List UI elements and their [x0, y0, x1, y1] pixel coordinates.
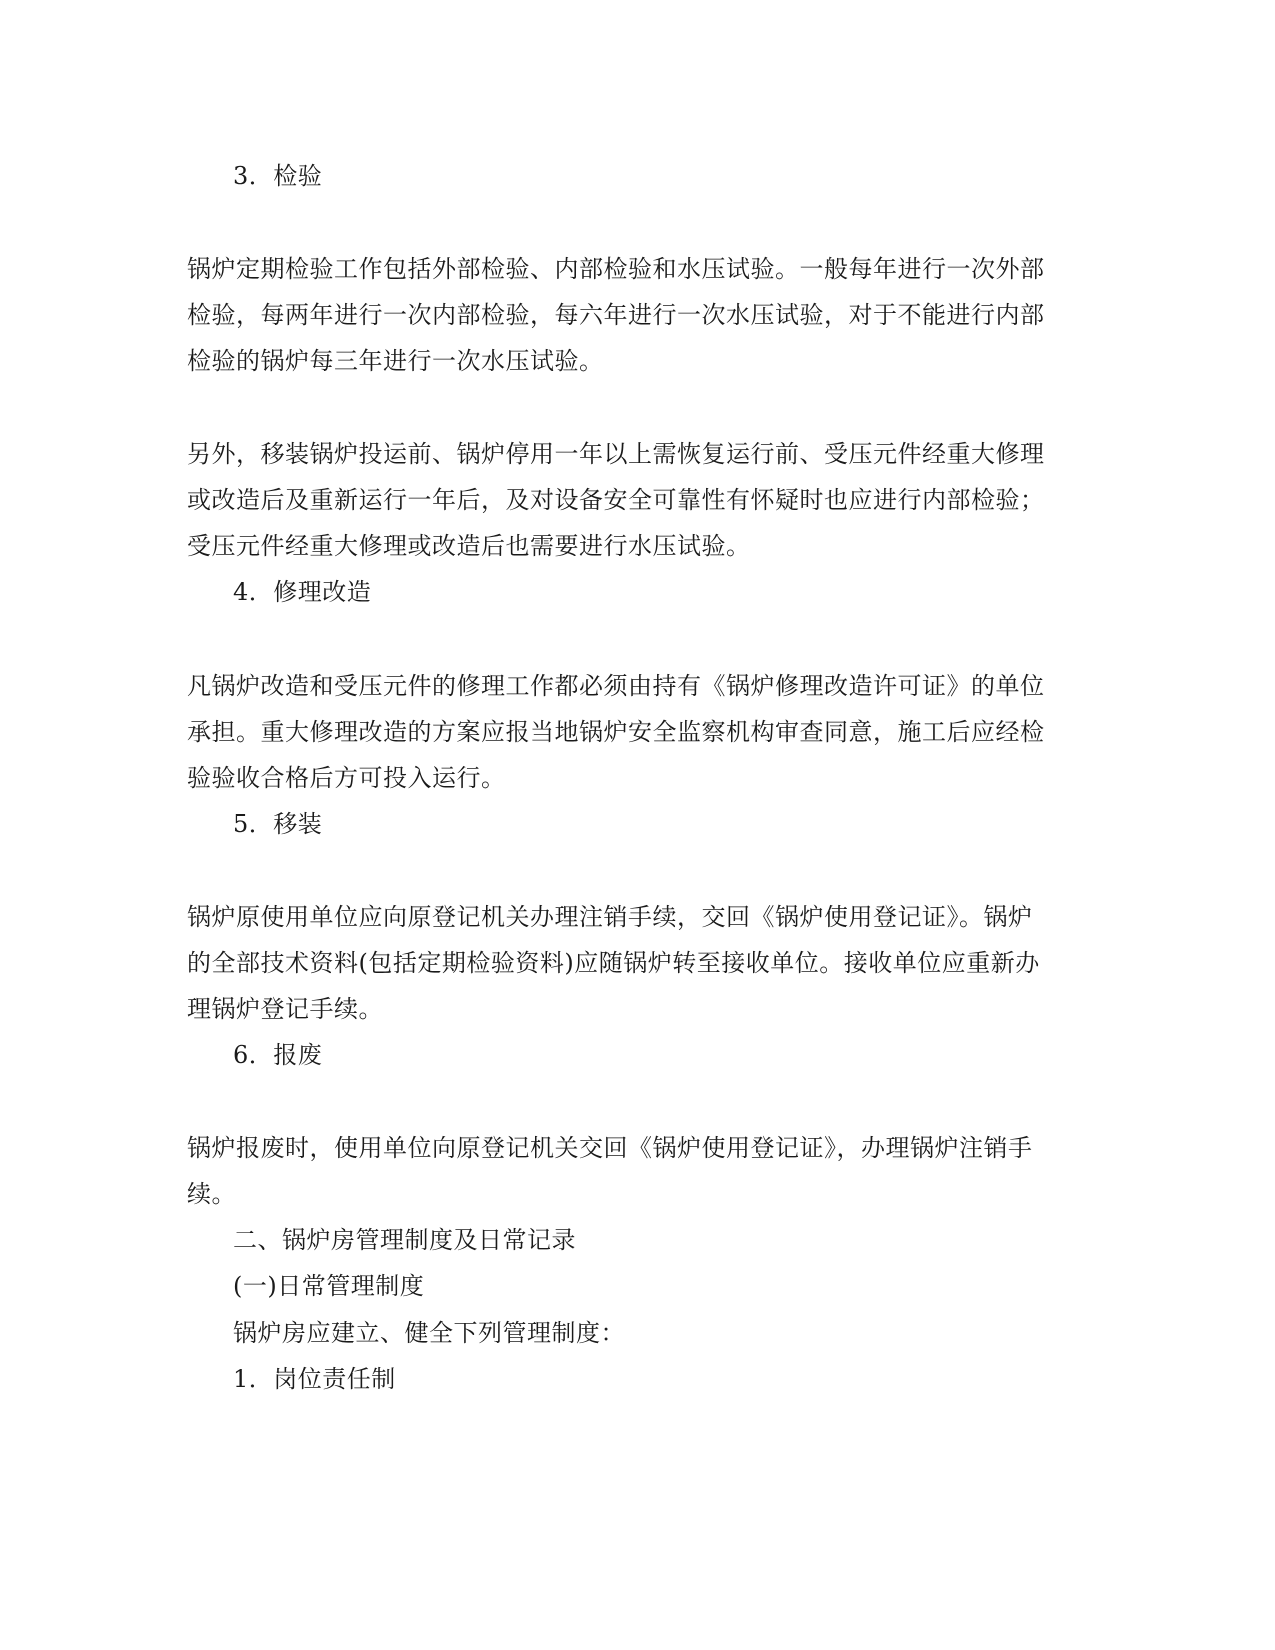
paragraph-line: 另外，移装锅炉投运前、锅炉停用一年以上需恢复运行前、受压元件经重大修理: [187, 440, 1045, 468]
paragraph-line: 承担。重大修理改造的方案应报当地锅炉安全监察机构审查同意，施工后应经检: [187, 718, 1045, 746]
section-heading-scrapping: 6．报废: [233, 1041, 323, 1069]
part-heading-boiler-room: 二、锅炉房管理制度及日常记录: [233, 1226, 576, 1254]
paragraph-line: 锅炉定期检验工作包括外部检验、内部检验和水压试验。一般每年进行一次外部: [187, 255, 1045, 283]
paragraph-line: 受压元件经重大修理或改造后也需要进行水压试验。: [187, 532, 751, 560]
paragraph-line: 验验收合格后方可投入运行。: [187, 764, 506, 792]
subsection-intro: 锅炉房应建立、健全下列管理制度：: [233, 1319, 625, 1347]
section-heading-relocation: 5．移装: [233, 810, 323, 838]
paragraph-line: 凡锅炉改造和受压元件的修理工作都必须由持有《锅炉修理改造许可证》的单位: [187, 672, 1045, 700]
paragraph-line: 或改造后及重新运行一年后，及对设备安全可靠性有怀疑时也应进行内部检验；: [187, 486, 1045, 514]
paragraph-line: 理锅炉登记手续。: [187, 995, 383, 1023]
paragraph-line: 锅炉原使用单位应向原登记机关办理注销手续，交回《锅炉使用登记证》。锅炉: [187, 903, 1033, 931]
section-heading-repair: 4．修理改造: [233, 578, 372, 606]
paragraph-line: 检验，每两年进行一次内部检验，每六年进行一次水压试验，对于不能进行内部: [187, 301, 1045, 329]
paragraph-line: 的全部技术资料(包括定期检验资料)应随锅炉转至接收单位。接收单位应重新办: [187, 949, 1040, 977]
paragraph-line: 检验的锅炉每三年进行一次水压试验。: [187, 347, 604, 375]
paragraph-line: 续。: [187, 1180, 236, 1208]
section-heading-inspection: 3．检验: [233, 162, 323, 190]
subsection-heading-daily-management: (一)日常管理制度: [233, 1272, 425, 1300]
list-item: 1．岗位责任制: [233, 1365, 396, 1393]
paragraph-line: 锅炉报废时，使用单位向原登记机关交回《锅炉使用登记证》，办理锅炉注销手: [187, 1134, 1033, 1162]
